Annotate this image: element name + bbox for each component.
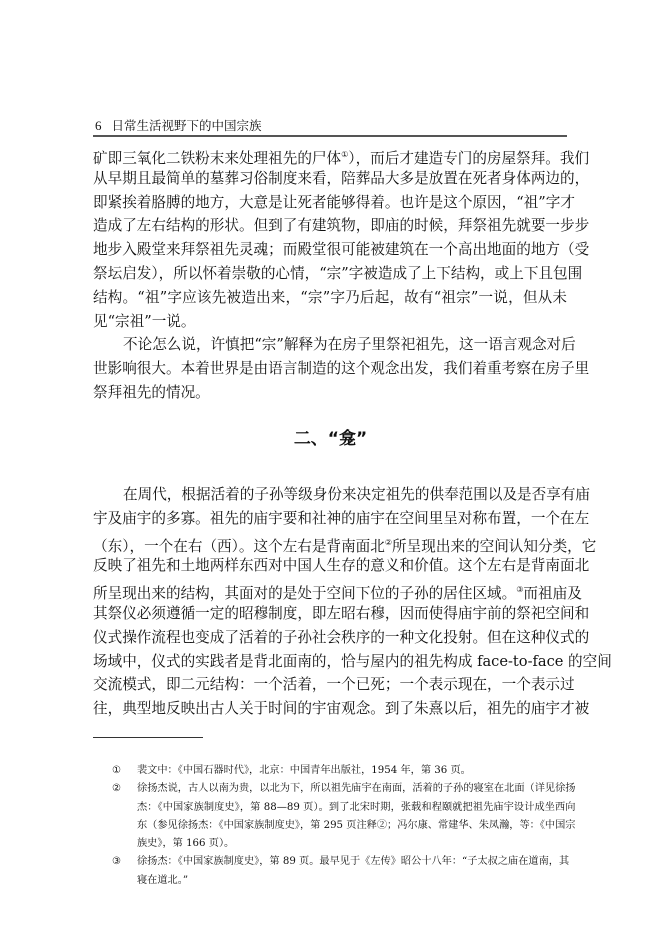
page-number: 6	[95, 118, 102, 133]
text-line: （东），一个在右（西）。这个左右是背南面北②所呈现出来的空间认知分类，它	[93, 537, 597, 555]
book-title: 日常生活视野下的中国宗族	[111, 118, 262, 133]
paragraph-1	[93, 143, 590, 405]
footnote-3: ③ 徐扬杰：《中国家族制度史》，第 89 页。最早见于《左传》昭公十八年：“子太叔之庙在道南，其 寝在道北。”	[112, 856, 570, 886]
text-line: 往，典型地反映出古人关于时间的宇宙观念。到了朱熹以后，祖先的庙宇才被	[93, 700, 590, 718]
footnotes	[112, 762, 576, 890]
text-line: 结构。“祖”字应该先被造出来，“宗”字乃后起，故有“祖宗”一说，但从未	[93, 288, 567, 306]
text-line: 反映了祖先和土地两样东西对中国人生存的意义和价值。这个左右是背南面北	[93, 557, 590, 575]
text-line: 不论怎么说，许慎把“宗”解释为在房子里祭祀祖先，这一语言观念对后	[123, 336, 576, 354]
text-line: 在周代，根据活着的子孙等级身份来决定祖先的供奉范围以及是否享有庙	[123, 486, 591, 503]
text-line: 交流模式，即二元结构：一个活着，一个已死；一个表示现在，一个表示过	[93, 676, 575, 694]
footnote-ref: ①	[341, 150, 349, 159]
text-line: 世影响很大。本着世界是由语言制造的这个观念出发，我们着重考察在房子里	[93, 360, 590, 378]
text-line: 宇及庙宇的多寡。祖先的庙宇要和社神的庙宇在空间里呈对称布置，一个在左	[93, 509, 590, 527]
text-line: 祭坛启发），所以怀着崇敬的心情，“宗”字被造成了上下结构，或上下且包围	[93, 264, 583, 282]
footnote-rule	[93, 737, 203, 738]
text-line: 从早期且最简单的墓葬习俗制度来看，陪葬品大多是放置在死者身体两边的，	[93, 169, 590, 187]
footnote-2: ② 徐扬杰说，古人以南为贵，以北为下，所以祖先庙宇在南面，活着的子孙的寝室在北面（详见徐扬 杰：《中国家族制度史》，第 88—89 页）。到了北宋时期，张载和程颐就把祖先庙宇设计成坐西向 东（参见徐扬杰：《中国家族制度史》，第 295 页注释②；冯尔康、常建华、朱凤瀚，等：《中国宗 族史》，第 166 页）。	[112, 783, 576, 850]
paragraph-3	[93, 483, 612, 721]
header-rule	[93, 135, 567, 137]
text-line: 见“宗祖”一说。	[93, 312, 196, 330]
text-line: 场域中，仪式的实践者是背北面南的，恰与屋内的祖先构成 face-to-face 的空间	[93, 652, 612, 670]
text-line: 仪式操作流程也变成了活着的子孙社会秩序的一种文化投射。但在这种仪式的	[93, 628, 590, 646]
text-line: 所呈现出来的结构，其面对的是处于空间下位的子孙的居住区域。③而祖庙及	[93, 585, 582, 603]
text-line: 即紧挨着胳膊的地方，大意是让死者能够得着。也许是这个原因，“祖”字才	[93, 193, 575, 211]
text-line: 地步入殿堂来拜祭祖先灵魂；而殿堂很可能被建筑在一个高出地面的地方（受	[93, 241, 590, 259]
section-heading: 二、“龛”	[293, 429, 368, 449]
text-line: 造成了左右结构的形状。但到了有建筑物，即庙的时候，拜祭祖先就要一步步	[93, 217, 590, 235]
text-line: 矿即三氧化二铁粉末来处理祖先的尸体①），而后才建造专门的房屋祭拜。我们	[93, 149, 590, 167]
footnote-ref: ②	[384, 537, 393, 547]
text-line: 祭拜祖先的情况。	[93, 383, 210, 401]
text-line: 其祭仪必须遵循一定的昭穆制度，即左昭右穆，因而使得庙宇前的祭祀空间和	[93, 604, 590, 622]
footnote-1: ① 裴文中：《中国石器时代》，北京：中国青年出版社，1954 年，第 36 页。	[112, 765, 471, 776]
running-header	[95, 116, 262, 134]
footnote-ref: ③	[516, 585, 524, 595]
